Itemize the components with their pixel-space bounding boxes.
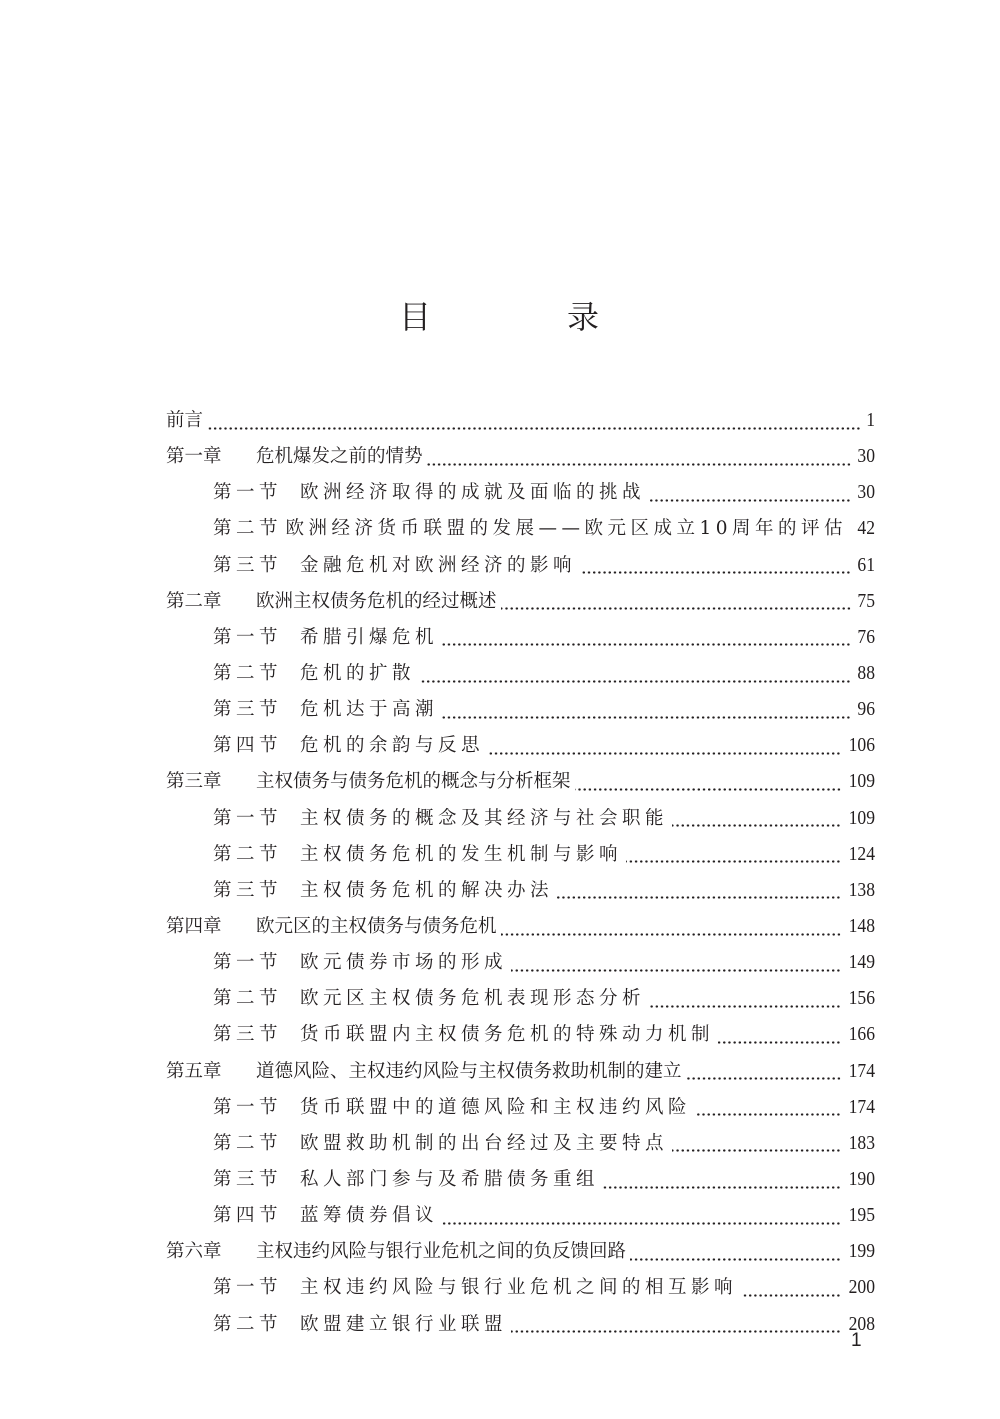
- dot-leader: [580, 571, 851, 574]
- entry-label: 第三章: [166, 771, 222, 793]
- entry-title: 金融危机对欧洲经济的影响: [300, 554, 577, 576]
- entry-page-number: 200: [848, 1276, 875, 1299]
- toc-chapter-entry[interactable]: [166, 406, 875, 442]
- toc-section-entry[interactable]: [166, 514, 875, 550]
- dot-leader: [419, 680, 851, 683]
- entry-title: 道德风险、主权违约风险与主权债务救助机制的建立: [256, 1060, 682, 1082]
- dot-leader: [511, 969, 841, 972]
- entry-title: 欧盟救助机制的出台经过及主要特点: [300, 1132, 669, 1154]
- toc-section-entry[interactable]: [166, 659, 875, 695]
- toc-section-entry[interactable]: [166, 695, 875, 731]
- toc-section-entry[interactable]: [166, 1020, 875, 1056]
- toc-chapter-entry[interactable]: [166, 442, 875, 478]
- entry-title: 欧洲经济取得的成就及面临的挑战: [300, 482, 646, 504]
- entry-title: 主权债务危机的发生机制与影响: [300, 843, 623, 865]
- dot-leader: [672, 1149, 841, 1152]
- toc-section-entry[interactable]: [166, 1310, 875, 1346]
- entry-label: 第二章: [166, 590, 222, 612]
- toc-chapter-entry[interactable]: [166, 1057, 875, 1093]
- entry-label: 第二节: [213, 662, 283, 684]
- entry-title: 欧盟建立银行业联盟: [300, 1313, 508, 1335]
- entry-label: 第一节: [213, 1096, 283, 1118]
- dot-leader: [557, 896, 841, 899]
- toc-section-entry[interactable]: [166, 623, 875, 659]
- dot-leader: [741, 1294, 841, 1297]
- dot-leader: [718, 1041, 841, 1044]
- entry-label: 第一节: [213, 1277, 283, 1299]
- dot-leader: [442, 716, 851, 719]
- entry-label: 第三节: [213, 554, 283, 576]
- entry-page-number: 195: [848, 1204, 875, 1227]
- entry-label: 第六章: [166, 1241, 222, 1263]
- entry-label: 第一节: [213, 807, 283, 829]
- entry-label: 第四章: [166, 915, 222, 937]
- toc-chapter-entry[interactable]: [166, 1237, 875, 1273]
- entry-label: 第二节: [213, 988, 283, 1010]
- toc-section-entry[interactable]: [166, 1129, 875, 1165]
- dot-leader: [686, 1077, 841, 1080]
- entry-title: 主权债务的概念及其经济与社会职能: [300, 807, 669, 829]
- entry-title: 欧元区的主权债务与债务危机: [256, 915, 497, 937]
- toc-chapter-entry[interactable]: [166, 587, 875, 623]
- toc-section-entry[interactable]: [166, 1165, 875, 1201]
- entry-page-number: 61: [857, 553, 875, 576]
- dot-leader: [695, 1113, 841, 1116]
- dot-leader: [575, 788, 841, 791]
- toc-section-entry[interactable]: [166, 1273, 875, 1309]
- dot-leader: [442, 643, 851, 646]
- entry-page-number: 30: [857, 481, 875, 504]
- table-of-contents: [166, 406, 875, 1346]
- entry-page-number: 75: [857, 589, 875, 612]
- entry-title: 货币联盟中的道德风险和主权违约风险: [300, 1096, 692, 1118]
- entry-title: 危机爆发之前的情势: [256, 446, 423, 468]
- entry-page-number: 149: [848, 951, 875, 974]
- entry-page-number: 96: [857, 698, 875, 721]
- entry-page-number: 124: [848, 842, 875, 865]
- entry-title: 危机的余韵与反思: [300, 735, 485, 757]
- entry-page-number: 174: [848, 1095, 875, 1118]
- entry-page-number: 88: [857, 661, 875, 684]
- toc-section-entry[interactable]: [166, 1201, 875, 1237]
- toc-section-entry[interactable]: [166, 478, 875, 514]
- entry-page-number: 190: [848, 1167, 875, 1190]
- entry-page-number: 30: [857, 445, 875, 468]
- entry-label: 第一章: [166, 446, 222, 468]
- entry-page-number: 156: [848, 987, 875, 1010]
- entry-label: 第一节: [213, 626, 283, 648]
- toc-chapter-entry[interactable]: [166, 767, 875, 803]
- entry-title: 蓝筹债券倡议: [300, 1205, 439, 1227]
- entry-title: 危机达于高潮: [300, 699, 439, 721]
- entry-label: 第五章: [166, 1060, 222, 1082]
- dot-leader: [649, 499, 851, 502]
- entry-title: 欧元区主权债务危机表现形态分析: [300, 988, 646, 1010]
- toc-section-entry[interactable]: [166, 984, 875, 1020]
- entry-title: 主权债务与债务危机的概念与分析框架: [256, 771, 571, 793]
- dot-leader: [672, 824, 841, 827]
- entry-page-number: 109: [848, 770, 875, 793]
- toc-section-entry[interactable]: [166, 840, 875, 876]
- entry-label: 第四节: [213, 735, 283, 757]
- toc-chapter-entry[interactable]: [166, 912, 875, 948]
- toc-section-entry[interactable]: [166, 731, 875, 767]
- entry-title: 希腊引爆危机: [300, 626, 439, 648]
- entry-title: 主权违约风险与银行业危机之间的相互影响: [300, 1277, 738, 1299]
- entry-label: 第四节: [213, 1205, 283, 1227]
- entry-label: 第三节: [213, 1168, 283, 1190]
- entry-page-number: 174: [848, 1059, 875, 1082]
- entry-label: 第三节: [213, 699, 283, 721]
- entry-title: 主权债务危机的解决办法: [300, 879, 554, 901]
- dot-leader: [501, 607, 851, 610]
- entry-page-number: 106: [848, 734, 875, 757]
- entry-label: 第二节: [213, 518, 283, 540]
- entry-page-number: 166: [848, 1023, 875, 1046]
- toc-section-entry[interactable]: [166, 804, 875, 840]
- dot-leader: [603, 1186, 841, 1189]
- entry-label: 第二节: [213, 1313, 283, 1335]
- toc-section-entry[interactable]: [166, 1093, 875, 1129]
- entry-title: 主权违约风险与银行业危机之间的负反馈回路: [256, 1241, 627, 1263]
- dot-leader: [626, 860, 841, 863]
- dot-leader: [630, 1258, 841, 1261]
- entry-page-number: 109: [848, 806, 875, 829]
- entry-label: 第二节: [213, 843, 283, 865]
- page-title: 目 录: [398, 298, 651, 336]
- page-number: 1: [851, 1330, 862, 1351]
- entry-page-number: 148: [848, 914, 875, 937]
- entry-page-number: 183: [848, 1131, 875, 1154]
- dot-leader: [649, 1005, 841, 1008]
- entry-label: 第一节: [213, 482, 283, 504]
- entry-title: 前言: [166, 410, 204, 431]
- entry-page-number: 1: [866, 409, 875, 431]
- entry-title: 货币联盟内主权债务危机的特殊动力机制: [300, 1024, 715, 1046]
- entry-title: 危机的扩散: [300, 662, 416, 684]
- toc-section-entry[interactable]: [166, 876, 875, 912]
- entry-label: 第二节: [213, 1132, 283, 1154]
- dot-leader: [511, 1330, 841, 1333]
- entry-label: 第三节: [213, 1024, 283, 1046]
- entry-title: 私人部门参与及希腊债务重组: [300, 1168, 600, 1190]
- entry-title: 欧洲主权债务危机的经过概述: [256, 590, 497, 612]
- dot-leader: [442, 1222, 841, 1225]
- entry-label: 第一节: [213, 952, 283, 974]
- entry-label: 第三节: [213, 879, 283, 901]
- toc-section-entry[interactable]: [166, 551, 875, 587]
- entry-page-number: 42: [857, 517, 875, 540]
- entry-page-number: 208: [848, 1312, 875, 1335]
- entry-title: 欧元债券市场的形成: [300, 952, 508, 974]
- entry-page-number: 138: [848, 878, 875, 901]
- dot-leader: [207, 427, 861, 430]
- dot-leader: [488, 752, 841, 755]
- toc-section-entry[interactable]: [166, 948, 875, 984]
- entry-title: 欧洲经济货币联盟的发展——欧元区成立10周年的评估: [285, 518, 847, 540]
- entry-page-number: 199: [848, 1240, 875, 1263]
- dot-leader: [501, 933, 841, 936]
- dot-leader: [427, 463, 851, 466]
- entry-page-number: 76: [857, 625, 875, 648]
